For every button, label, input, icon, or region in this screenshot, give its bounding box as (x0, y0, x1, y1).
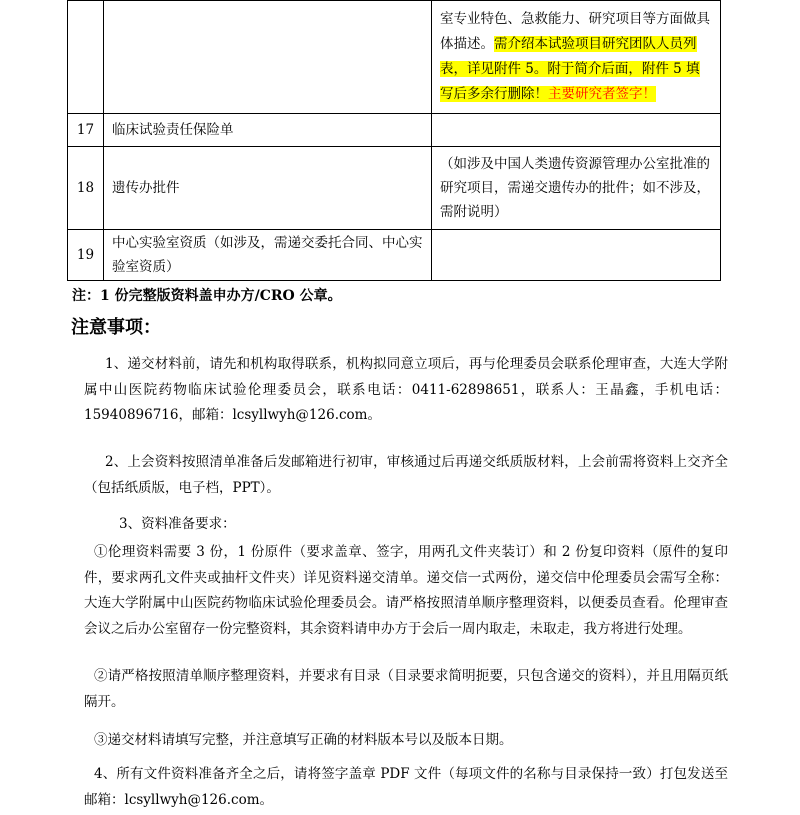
row-note (432, 1, 721, 114)
row-number: 17 (68, 114, 104, 147)
paragraph-requirements-title: 3、资料准备要求： (119, 516, 236, 532)
section-heading: 注意事项： (71, 317, 161, 338)
table-row (68, 114, 721, 147)
row-number: 18 (68, 147, 104, 230)
row-number (68, 1, 104, 114)
row-item: 临床试验责任保险单 (104, 114, 432, 147)
red-note: 主要研究者签字！ (548, 86, 656, 102)
paragraph-requirement-2: ②请严格按照清单顺序整理资料，并要求有目录（目录要求简明扼要，只包含递交的资料），并且用隔页纸隔开。 (84, 668, 728, 710)
paragraph-submission: 4、所有文件资料准备齐全之后，请将签字盖章 PDF 文件（每项文件的名称与目录保持一致）打包发送至邮箱：lcsyllwyh@126.com。 (84, 766, 728, 808)
note-text: 室专业特色、急救能力、研究项目等方面做具体描述。 (440, 11, 710, 52)
paragraph-review: 2、上会资料按照清单准备后发邮箱进行初审，审核通过后再递交纸质版材料，上会前需将资料上交齐全（包括纸质版，电子档，PPT）。 (84, 454, 728, 496)
row-note: （如涉及中国人类遗传资源管理办公室批准的研究项目，需递交遗传办的批件；如不涉及，需附说明） (432, 147, 721, 230)
row-number: 19 (68, 230, 104, 281)
table-row (68, 1, 721, 114)
materials-table (67, 0, 721, 281)
paragraph-requirement-3: ③递交材料请填写完整，并注意填写正确的材料版本号以及版本日期。 (94, 732, 513, 748)
table-footnote: 注：1 份完整版资料盖申办方/CRO 公章。 (72, 288, 342, 304)
row-item: 中心实验室资质（如涉及，需递交委托合同、中心实验室资质） (104, 230, 432, 281)
row-note (432, 230, 721, 281)
paragraph-requirement-1: ①伦理资料需要 3 份，1 份原件（要求盖章、签字，用两孔文件夹装订）和 2 份复印资料（原件的复印件，要求两孔文件夹或抽杆文件夹）详见资料递交清单。递交信一式两份，递交信中伦理委员会需写全称：大连大学附属中山医院药物临床试验伦理委员会。请严格按照清单顺序整理资料，以便委员查看。伦理审查会议之后办公室留存一份完整资料，其余资料请申办方于会后一周内取走，未取走，我方将进行处理。 (84, 544, 728, 637)
highlighted-note: 需介绍本试验项目研究团队人员列表，详见附件 5。附于简介后面，附件 5 填写后多余行删除！ (440, 36, 700, 102)
table-row (68, 230, 721, 281)
row-item (104, 1, 432, 114)
table-row (68, 147, 721, 230)
row-item: 遗传办批件 (104, 147, 432, 230)
row-note (432, 114, 721, 147)
paragraph-contact: 1、递交材料前，请先和机构取得联系，机构拟同意立项后，再与伦理委员会联系伦理审查，大连大学附属中山医院药物临床试验伦理委员会，联系电话：0411-62898651，联系人：王晶鑫，手机电话：15940896716，邮箱：lcsyllwyh@126.com。 (84, 356, 728, 423)
